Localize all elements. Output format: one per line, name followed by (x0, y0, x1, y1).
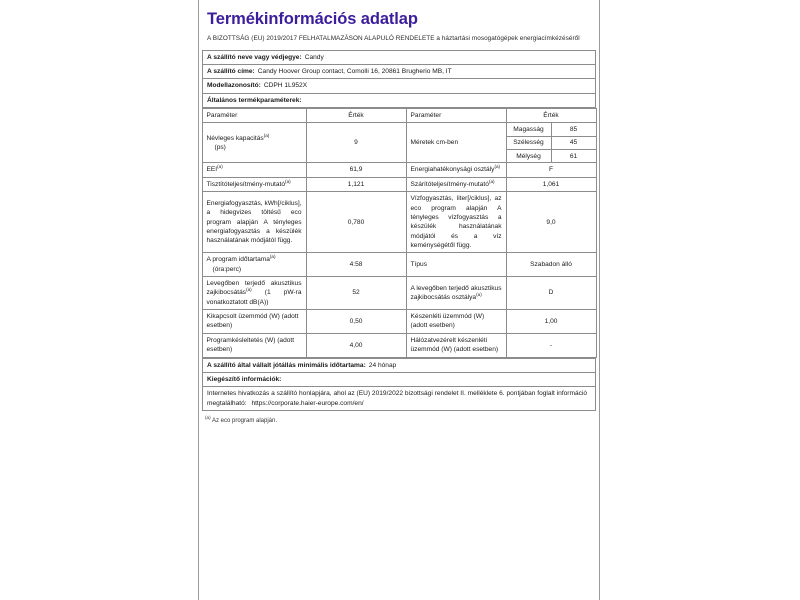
warranty-cell (203, 358, 596, 372)
warranty-label: A szállító által vállalt jótállás minimális időtartama: (207, 361, 366, 369)
param-energy-consumption-label: Energiafogyasztás, kWh[/ciklus], a hidegvizes töltésű eco program alapján A tényleges energiafogyasztás a készülék használatának módjától függ. (202, 192, 306, 253)
param-delay-start-value: 4,00 (306, 333, 406, 357)
supplier-address-value: Candy Hoover Group contact, Comolli 16, 20861 Brugherio MB, IT (257, 67, 452, 75)
table-row-additional-text (203, 387, 596, 411)
warranty-value: 24 hónap (368, 361, 397, 369)
param-drying-index-value: 1,061 (506, 177, 596, 191)
supplier-address-label: A szállító címe: (207, 67, 255, 75)
table-row (202, 253, 596, 277)
footnote-text: Az eco program alapján. (211, 418, 278, 424)
supplier-website-link[interactable]: https://corporate.haier-europe.com/en/ (251, 399, 364, 407)
additional-info-label: Kiegészítő információk: (203, 372, 596, 386)
param-networked-standby-label: Hálózatvezérelt készenléti üzemmód (W) (adott esetben) (406, 333, 506, 357)
param-energy-consumption-value: 0,780 (306, 192, 406, 253)
product-information-sheet (198, 0, 600, 600)
footnote-ref-icon: (a) (217, 164, 223, 170)
table-row (202, 177, 596, 191)
footnote-ref-icon: (a) (488, 178, 495, 184)
page-title: Termékinformációs adatlap (207, 10, 418, 28)
general-parameters-label: Általános termékparaméterek: (203, 93, 596, 107)
warranty-and-info-table (202, 358, 596, 411)
param-program-duration-label: A program időtartama$^{(a)}$ (óra:perc) (202, 253, 306, 277)
additional-info-text-cell (203, 387, 596, 411)
param-standby-mode-label: Készenléti üzemmód (W) (adott esetben) (406, 310, 506, 334)
param-water-consumption-label: Vízfogyasztás, liter[/ciklus], az eco program alapján A tényleges vízfogyasztás a készülék használatának módjától és a víz keménységétől függ. (406, 192, 506, 253)
param-eei-label: EEI$^{(a)}$ (202, 163, 306, 177)
dimension-width-value: 45 (551, 136, 596, 149)
footnote-ref-icon: (a) (285, 178, 291, 184)
table-row-general-params-heading (203, 93, 596, 107)
param-water-consumption-value: 9,0 (506, 192, 596, 253)
param-off-mode-value: 0,50 (306, 310, 406, 334)
dimension-depth-value: 61 (569, 152, 578, 160)
product-parameters-table (202, 108, 597, 358)
supplier-address-cell (203, 64, 596, 78)
param-type-value: Szabadon álló (506, 253, 596, 277)
additional-info-text: Internetes hivatkozás a szállító honlapjára, ahol az (EU) 2019/2022 bizottsági rendelet II. melléklete 6. pontjában foglalt információ megtalálható: (207, 390, 588, 407)
footnote-marker-icon: (a) (205, 415, 211, 420)
supplier-name-label: A szállító neve vagy védjegye: (207, 53, 302, 61)
footnote-ref-icon: (a) (494, 164, 501, 170)
param-noise-class-label: A levegőben terjedő akusztikus zajkibocsátás osztálya$^{(a)}$ (406, 277, 506, 310)
dimension-height-value: 85 (551, 123, 596, 136)
dimension-width-label: Szélesség (507, 136, 552, 149)
table-row-additional-heading (203, 372, 596, 386)
dimension-height-label: Magasság (507, 123, 552, 136)
param-off-mode-label: Kikapcsolt üzemmód (W) (adott esetben) (202, 310, 306, 334)
param-networked-standby-value: - (506, 333, 596, 357)
column-header-value-left: Érték (306, 109, 406, 123)
param-delay-start-label: Programkésleltetés (W) (adott esetben) (202, 333, 306, 357)
regulation-subtitle: A BIZOTTSÁG (EU) 2019/2017 FELHATALMAZÁSON ALAPULÓ RENDELETE a háztartási mosogatógépek energiacímkézéséről (207, 34, 580, 42)
column-header-parameter-right: Paraméter (406, 109, 506, 123)
param-cleaning-index-value: 1,121 (306, 177, 406, 191)
table-row (507, 136, 596, 149)
table-row-warranty (203, 358, 596, 372)
param-rated-capacity-value: 9 (306, 123, 406, 163)
table-row (507, 150, 596, 163)
table-row (202, 310, 596, 334)
table-row (202, 333, 596, 357)
table-row (202, 192, 596, 253)
document-header (199, 10, 599, 44)
param-eei-value: 61,9 (306, 163, 406, 177)
param-dimensions-value (506, 123, 596, 163)
table-row (202, 277, 596, 310)
param-noise-emission-value: 52 (306, 277, 406, 310)
table-row (202, 163, 596, 177)
param-drying-index-label: Szárítóteljesítmény-mutató$^{(a)}$ (406, 177, 506, 191)
model-identifier-cell (203, 79, 596, 93)
param-noise-emission-label: Levegőben terjedő akusztikus zajkibocsátás$^{(a)}$ (1 pW-ra vonatkoztatott dB(A)) (202, 277, 306, 310)
column-header-parameter-left: Paraméter (202, 109, 306, 123)
dimension-depth-label: Mélység (507, 150, 552, 163)
footnote-ref-icon: (a) (476, 291, 482, 297)
footnote-ref-icon: (a) (263, 132, 270, 138)
footnote-ref-icon: (a) (269, 254, 276, 260)
footnote (205, 417, 599, 425)
table-row (202, 123, 596, 163)
table-row-supplier-name (203, 50, 596, 64)
footnote-ref-icon: (a) (246, 287, 252, 293)
param-program-duration-value: 4:58 (306, 253, 406, 277)
table-row-model (203, 79, 596, 93)
model-identifier-label: Modellazonosító: (207, 82, 261, 90)
param-standby-mode-value: 1,00 (506, 310, 596, 334)
model-identifier-value: CDPH 1L952X (263, 82, 308, 90)
table-row-supplier-address (203, 64, 596, 78)
supplier-name-cell (203, 50, 596, 64)
param-noise-class-value: D (506, 277, 596, 310)
param-cleaning-index-label: Tisztítóteljesítmény-mutató$^{(a)}$ (202, 177, 306, 191)
supplier-info-table (202, 50, 596, 108)
param-energy-class-label: Energiahatékonysági osztály$^{(a)}$ (406, 163, 506, 177)
column-header-value-right: Érték (506, 109, 596, 123)
param-energy-class-value: F (506, 163, 596, 177)
table-header-row (202, 109, 596, 123)
dimensions-subtable (507, 123, 596, 162)
table-row (507, 123, 596, 136)
param-type-label: Típus (406, 253, 506, 277)
param-dimensions-label: Méretek cm-ben (406, 123, 506, 163)
supplier-name-value: Candy (304, 53, 324, 61)
param-rated-capacity-label: Névleges kapacitás$^{(a)}$ (ps) (202, 123, 306, 163)
